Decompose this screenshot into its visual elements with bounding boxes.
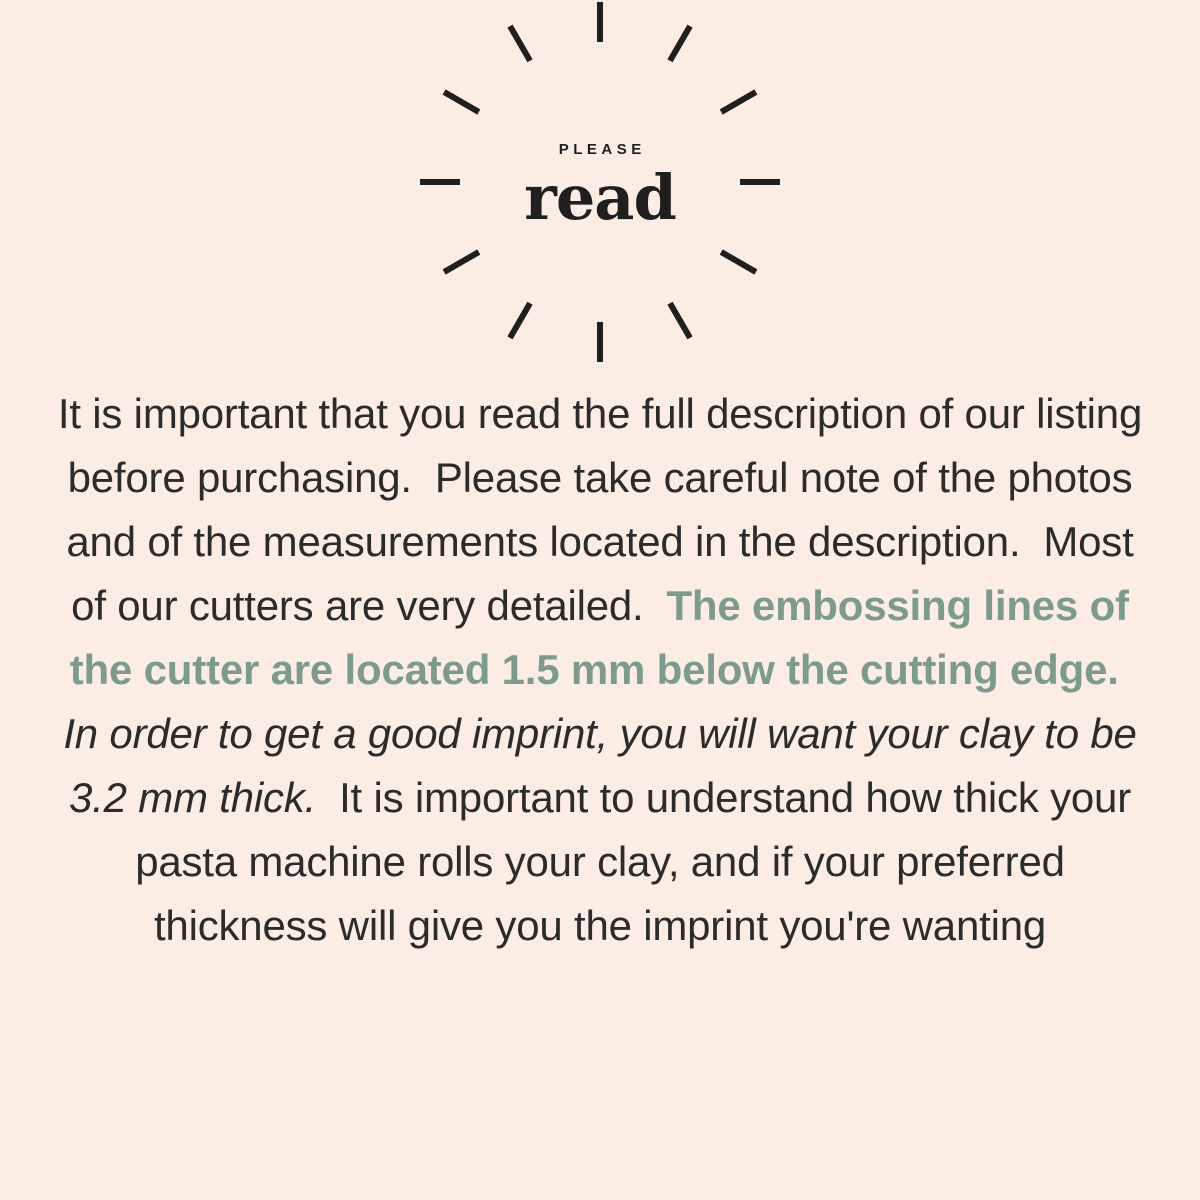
paragraph-outro: It is important to understand how thick your pasta machine rolls your clay, and if your preferred thickness will give you the imprint you're wanting [135,774,1131,949]
notice-paragraph [55,382,1145,958]
please-read-badge [418,0,782,364]
paragraph-embossing-note: The embossing lines of the cutter are located 1.5 mm below the cutting edge. [69,582,1129,693]
badge-text [418,0,782,364]
paragraph-intro: It is important that you read the full description of our listing before purchasing. Please take careful note of the photos and of the measurements located in the description. Most of our cutters are very detailed. [57,390,1143,629]
badge-word-label: read [524,160,676,234]
paragraph-imprint-tip: In order to get a good imprint, you will want your clay to be 3.2 mm thick. [63,646,1137,821]
badge-eyebrow-label: PLEASE [558,140,646,158]
